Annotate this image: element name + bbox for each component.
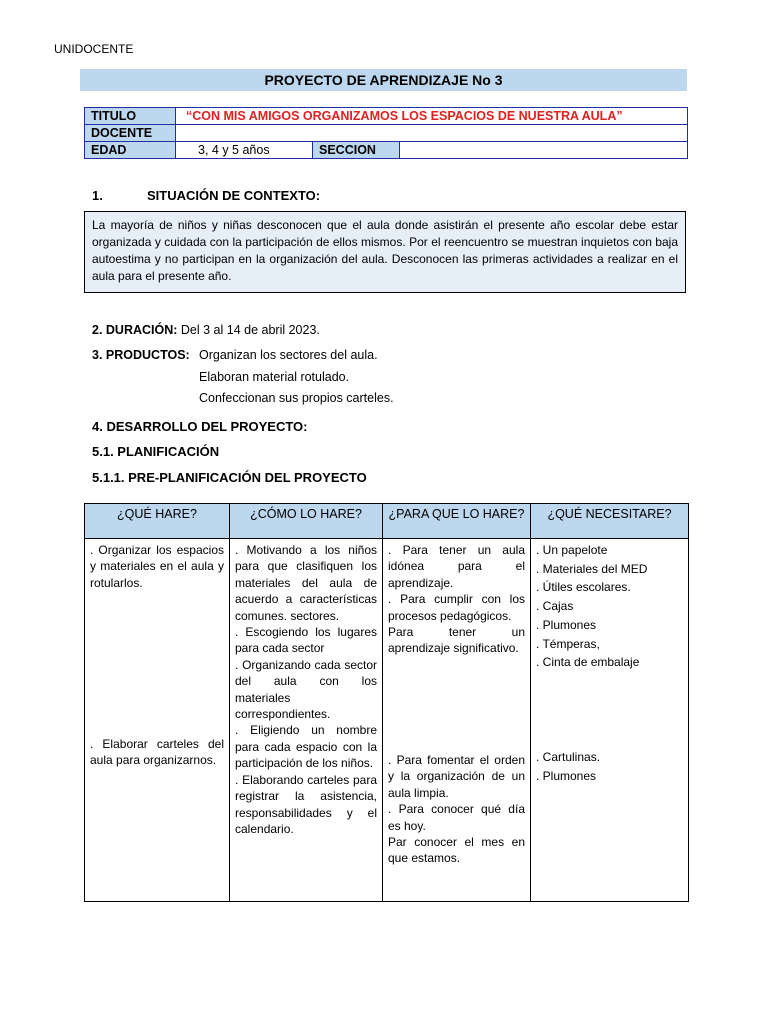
section-4-title: 4. DESARROLLO DEL PROYECTO: [92, 419, 308, 434]
cell-que-hare [85, 539, 230, 902]
material-item: . Plumones [536, 768, 597, 783]
section-1-number: 1. [92, 188, 103, 203]
header-que-hare: ¿QUÉ HARE? [85, 504, 230, 539]
para-que-item: . Para fomentar el orden y la organización de un aula limpia. [388, 753, 525, 800]
section-1-title: SITUACIÓN DE CONTEXTO: [147, 188, 321, 203]
section-51-title: 5.1. PLANIFICACIÓN [92, 444, 220, 459]
que-hare-item: . Elaborar carteles del aula para organizarnos. [90, 737, 224, 768]
como-hare-item: . Elaborando carteles para registrar la asistencia, responsabilidades y el calendario. [235, 772, 377, 836]
titulo-label: TITULO [85, 108, 176, 125]
docente-label: DOCENTE [85, 125, 176, 142]
edad-value: 3, 4 y 5 años [176, 142, 313, 159]
material-item: . Cajas [536, 599, 574, 614]
duration-line [92, 323, 320, 337]
docente-value [176, 125, 688, 142]
header-como-hare: ¿CÓMO LO HARE? [230, 504, 383, 539]
table-row [85, 142, 688, 159]
material-item: . Cartulinas. [536, 750, 601, 764]
para-que-item: . Para tener un aula idónea para el aprendizaje. [388, 543, 525, 590]
product-item: Elaboran material rotulado. [199, 370, 350, 384]
table-row [85, 108, 688, 125]
material-item: . Cinta de embalaje [536, 655, 640, 670]
table-header-row [85, 504, 689, 539]
material-item: . Útiles escolares. [536, 580, 631, 595]
para-que-item: Par conocer el mes en que estamos. [388, 835, 525, 866]
duration-value: Del 3 al 14 de abril 2023. [180, 323, 320, 337]
para-que-item: . Para conocer qué día es hoy. [388, 802, 525, 833]
products-label-text: 3. PRODUCTOS: [92, 348, 190, 362]
como-hare-item: . Motivando a los niños para que clasifiquen los materiales del aula de acuerdo a características comunes. sectores. [235, 543, 377, 623]
product-item: Confeccionan sus propios carteles. [199, 391, 394, 405]
titulo-value: “CON MIS AMIGOS ORGANIZAMOS LOS ESPACIOS DE NUESTRA AULA” [176, 108, 688, 125]
table-row [85, 539, 689, 902]
header-para-que: ¿PARA QUE LO HARE? [383, 504, 531, 539]
edad-label: EDAD [85, 142, 176, 159]
material-item: . Materiales del MED [536, 561, 648, 576]
products-label [92, 348, 190, 362]
product-item: Organizan los sectores del aula. [199, 348, 378, 362]
context-box [84, 211, 686, 293]
project-title: PROYECTO DE APRENDIZAJE No 3 [80, 69, 687, 91]
que-hare-item: . Organizar los espacios y materiales en el aula y rotularlos. [90, 543, 224, 590]
como-hare-item: . Organizando cada sector del aula con los materiales correspondientes. [235, 657, 377, 722]
seccion-label: SECCION [313, 142, 400, 159]
duration-label: 2. DURACIÓN: [92, 323, 178, 337]
organization-name: UNIDOCENTE [54, 42, 134, 56]
como-hare-item: . Escogiendo los lugares para cada sector [235, 625, 377, 656]
cell-para-que [383, 539, 531, 902]
planning-table [84, 503, 689, 902]
para-que-item: . Para cumplir con los procesos pedagógicos. [388, 592, 525, 623]
info-table [84, 107, 688, 159]
cell-como-hare [230, 539, 383, 902]
table-row [85, 125, 688, 142]
context-text: La mayoría de niños y niñas desconocen que el aula donde asistirán el presente año escolar debe estar organizada y cuidada con la participación de ellos mismos. Por el reencuentro se muestran inquietos con baja autoestima y no participan en la organización del aula. Desconocen las primeras actividades a realizar en el aula para el presente año. [92, 218, 678, 283]
section-511-title: 5.1.1. PRE-PLANIFICACIÓN DEL PROYECTO [92, 470, 367, 485]
para-que-item: Para tener un aprendizaje significativo. [388, 625, 525, 656]
material-item: . Plumones [536, 617, 597, 632]
seccion-value [400, 142, 688, 159]
material-item: . Témperas, [536, 636, 600, 651]
material-item: . Un papelote [536, 543, 608, 557]
header-necesitare: ¿QUÉ NECESITARE? [531, 504, 689, 539]
cell-necesitare [531, 539, 689, 902]
como-hare-item: . Eligiendo un nombre para cada espacio con la participación de los niños. [235, 723, 377, 771]
